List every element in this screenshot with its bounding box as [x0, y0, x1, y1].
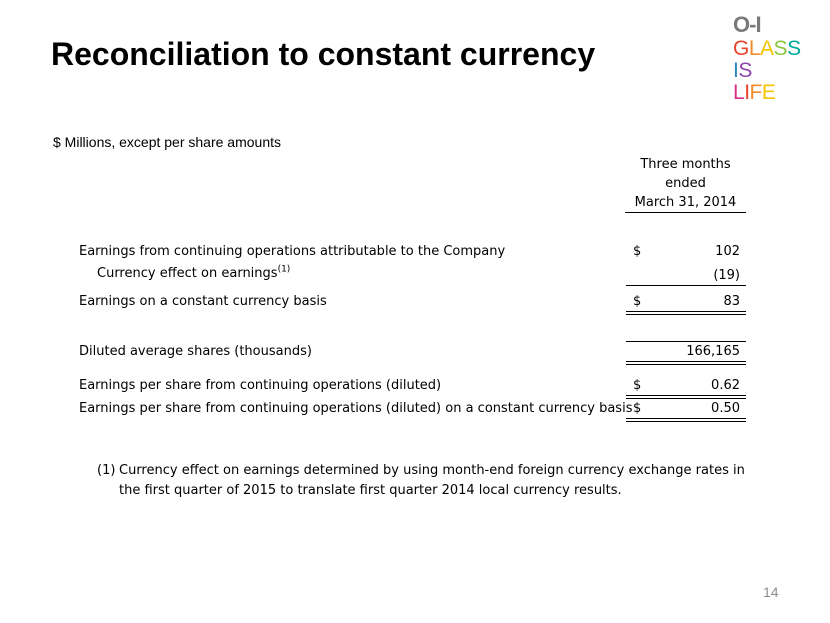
shares-double-rule-bottom [626, 364, 746, 365]
row-value-diluted-shares: 166,165 [686, 344, 740, 359]
subtotal-rule [626, 285, 746, 286]
column-header-line-3: March 31, 2014 [625, 193, 746, 213]
column-header-line-2: ended [665, 176, 706, 191]
row-currency-eps-constant-currency: $ [633, 401, 642, 416]
row-label-eps-constant-currency: Earnings per share from continuing operations (diluted) on a constant currency basis [79, 401, 633, 416]
row-label-eps-diluted: Earnings per share from continuing operations (diluted) [79, 378, 442, 393]
footnote-line-1: Currency effect on earnings determined by using month-end foreign currency exchange rates in [119, 463, 745, 478]
row-value-constant-currency-earnings: 83 [723, 294, 740, 309]
column-header-line-1: Three months [640, 157, 731, 172]
eps-double-rule-top [626, 395, 746, 396]
oi-logo-mark: O-I [733, 12, 761, 37]
row-value-eps-diluted: 0.62 [711, 378, 740, 393]
row-currency-eps-diluted: $ [633, 378, 642, 393]
row-currency-earnings-continuing-ops: $ [633, 244, 642, 259]
row-value-eps-constant-currency: 0.50 [711, 401, 740, 416]
row-label-diluted-shares: Diluted average shares (thousands) [79, 344, 312, 359]
row-label-currency-effect [97, 266, 290, 281]
double-rule-bottom [626, 314, 746, 315]
footnote-reference: (1) [277, 264, 291, 275]
footnote-number: (1) [97, 463, 116, 478]
logo-line-glass: GLASS [733, 37, 801, 60]
row-label-earnings-continuing-ops: Earnings from continuing operations attributable to the Company [79, 244, 506, 259]
shares-double-rule-top [626, 361, 746, 362]
page-title: Reconciliation to constant currency [51, 36, 596, 72]
page-number: 14 [763, 584, 779, 600]
footnote-line-2: the first quarter of 2015 to translate first quarter 2014 local currency results. [119, 483, 622, 498]
glass-is-life-logo [733, 12, 801, 104]
shares-top-rule [626, 341, 746, 342]
row-value-currency-effect: (19) [713, 268, 740, 283]
logo-line-life: LIFE [733, 81, 776, 104]
eps-double-rule-bottom [626, 398, 746, 399]
eps-cc-double-rule-top [626, 418, 746, 419]
row-currency-constant-currency-earnings: $ [633, 294, 642, 309]
eps-cc-double-rule-bottom [626, 421, 746, 422]
row-label-constant-currency-earnings: Earnings on a constant currency basis [79, 294, 327, 309]
currency-effect-text: Currency effect on earnings [97, 266, 278, 281]
logo-line-is: IS [733, 59, 752, 82]
units-subtitle: $ Millions, except per share amounts [53, 134, 281, 150]
row-value-earnings-continuing-ops: 102 [715, 244, 740, 259]
double-rule-top [626, 311, 746, 312]
